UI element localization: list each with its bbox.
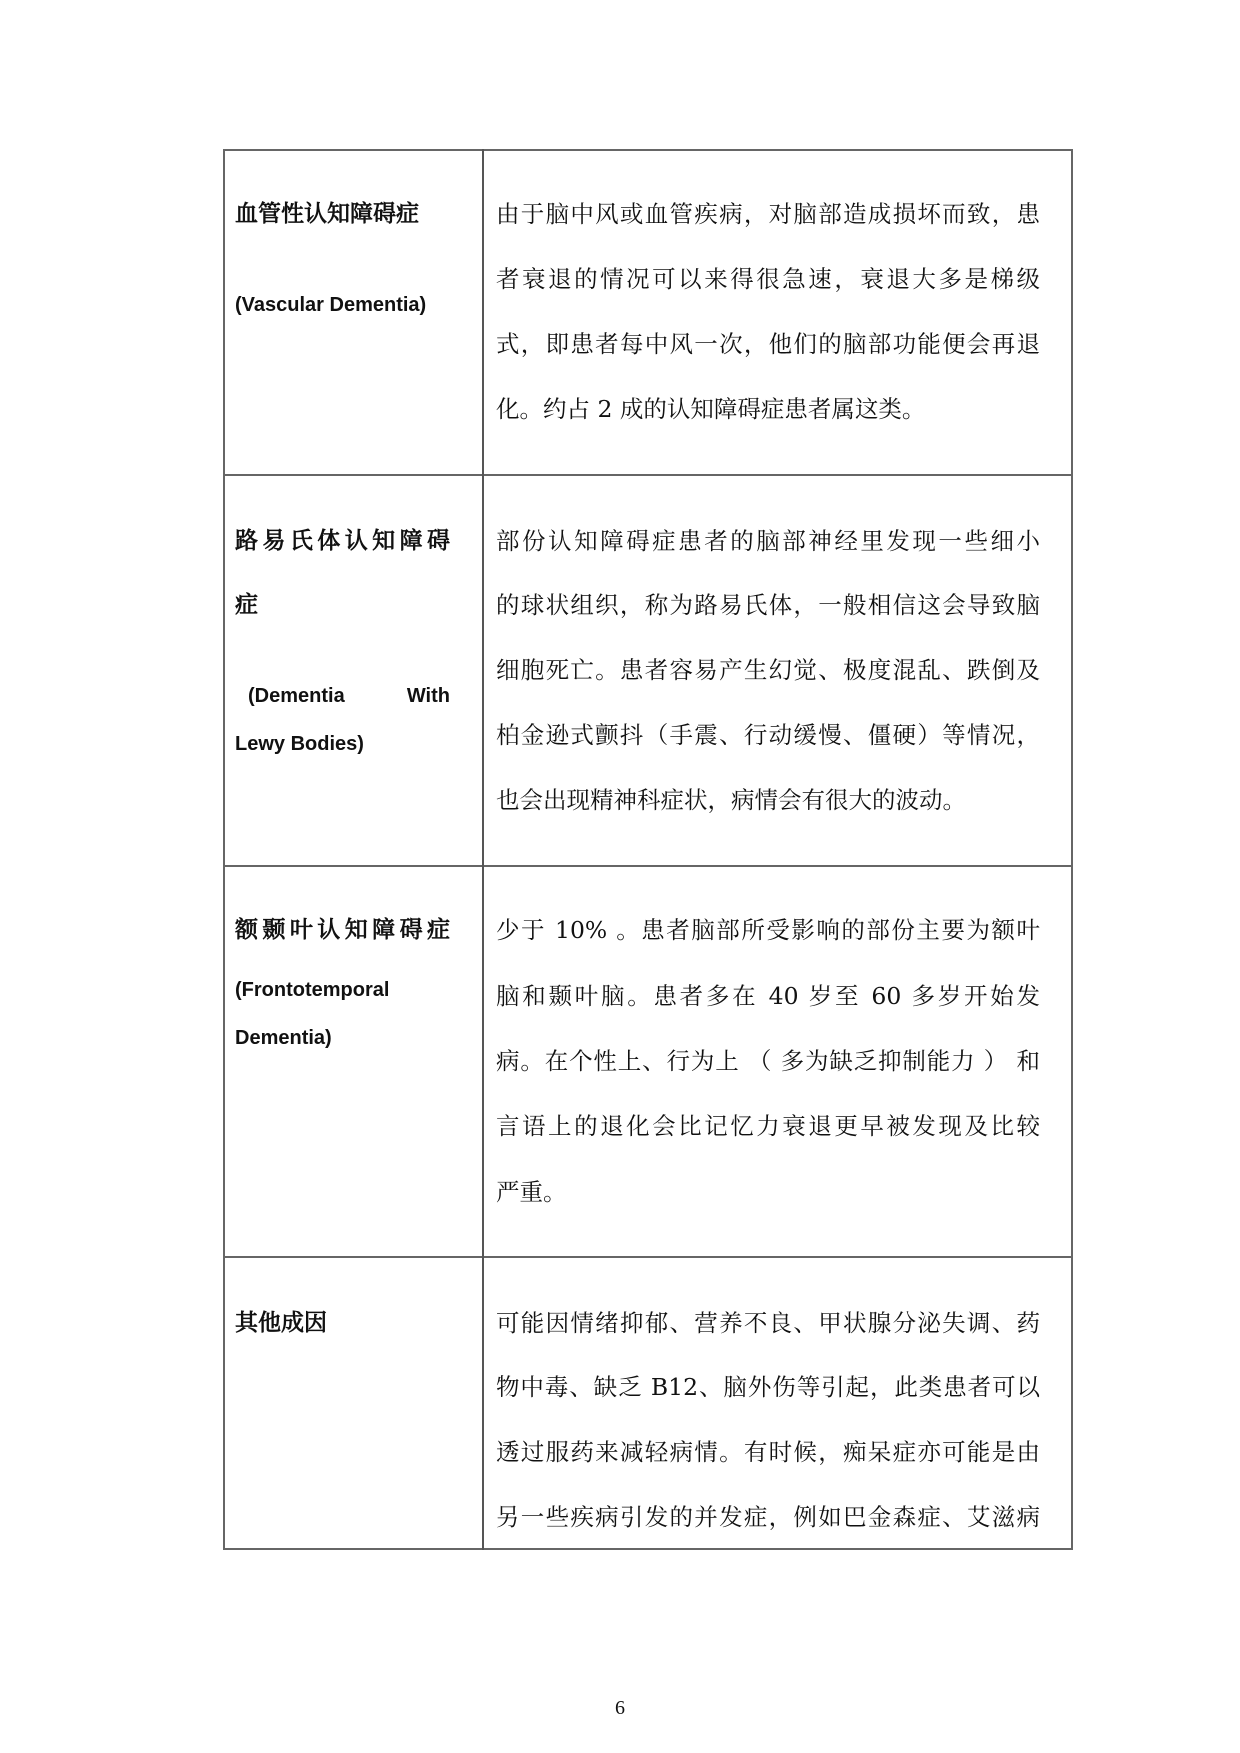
- row-title-zh: 额颞叶认知障碍症: [235, 917, 450, 943]
- row-title-zh: 血管性认知障碍症: [235, 201, 419, 227]
- row-text-line: 可能因情绪抑郁、营养不良、甲状腺分泌失调、药: [496, 1309, 1040, 1337]
- row-text-line: 少于 10% 。患者脑部所受影响的部份主要为额叶: [496, 916, 1040, 944]
- row-text-line: 由于脑中风或血管疾病，对脑部造成损坏而致，患: [496, 200, 1040, 228]
- row-title-en: (Dementia With: [248, 685, 450, 707]
- column-divider: [482, 149, 484, 1550]
- row-title-zh: 症: [235, 592, 258, 618]
- row-text-line: 病。在个性上、行为上 （ 多为缺乏抑制能力 ） 和: [496, 1047, 1040, 1075]
- row-title-en: (Frontotemporal: [235, 979, 390, 1001]
- row-text-line: 言语上的退化会比记忆力衰退更早被发现及比较: [496, 1112, 1040, 1140]
- row-text-line: 也会出现精神科症状，病情会有很大的波动。: [496, 786, 966, 814]
- row-text-line: 的球状组织，称为路易氏体，一般相信这会导致脑: [496, 591, 1040, 619]
- row-text-line: 另一些疾病引发的并发症，例如巴金森症、艾滋病: [496, 1503, 1040, 1531]
- row-text-line: 化。约占 2 成的认知障碍症患者属这类。: [496, 395, 926, 423]
- row-text-line: 柏金逊式颤抖（手震、行动缓慢、僵硬）等情况，: [496, 721, 1040, 749]
- row-text-line: 严重。: [496, 1178, 567, 1206]
- row-title-en: Lewy Bodies): [235, 733, 364, 755]
- row-text-line: 式，即患者每中风一次，他们的脑部功能便会再退: [496, 330, 1040, 358]
- page-number: 6: [615, 1697, 625, 1719]
- row-divider: [223, 865, 1073, 867]
- row-text-line: 物中毒、缺乏 B12、脑外伤等引起，此类患者可以: [496, 1373, 1040, 1401]
- row-divider: [223, 474, 1073, 476]
- row-text-line: 部份认知障碍症患者的脑部神经里发现一些细小: [496, 527, 1040, 555]
- row-text-line: 者衰退的情况可以来得很急速，衰退大多是梯级: [496, 265, 1040, 293]
- row-text-line: 细胞死亡。患者容易产生幻觉、极度混乱、跌倒及: [496, 656, 1040, 684]
- row-title-zh: 其他成因: [235, 1310, 327, 1336]
- row-title-zh: 路易氏体认知障碍: [235, 528, 450, 554]
- row-title-en: Dementia): [235, 1027, 332, 1049]
- row-text-line: 透过服药来减轻病情。有时候，痴呆症亦可能是由: [496, 1438, 1040, 1466]
- row-title-en: (Vascular Dementia): [235, 294, 427, 316]
- row-text-line: 脑和颞叶脑。患者多在 40 岁至 60 多岁开始发: [496, 982, 1040, 1010]
- row-divider: [223, 1256, 1073, 1258]
